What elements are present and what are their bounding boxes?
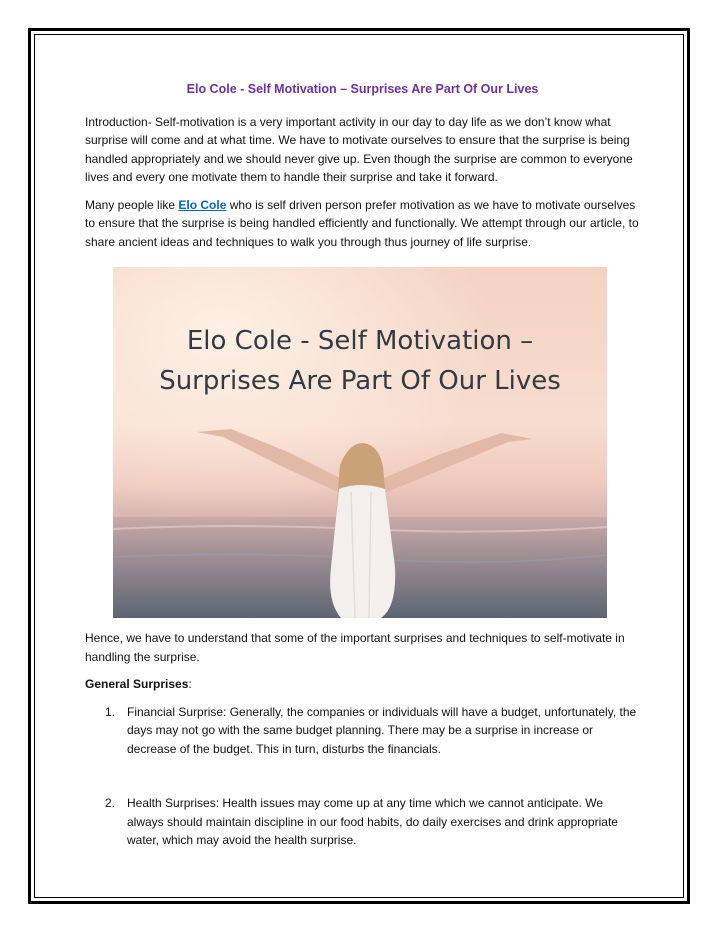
list-item [85, 794, 640, 850]
para2-text-after: who is self driven person prefer motivation as we have to motivate ourselves to ensure that the surprise is being handled efficiently and functionally. We attempt through our article, to share ancient ideas and techniques to walk you through thus journey of life surprise. [85, 197, 639, 249]
list-number: 2. [105, 796, 116, 810]
hero-illustration [113, 267, 607, 618]
section-heading-colon: : [188, 677, 192, 691]
list-item [85, 703, 640, 759]
list-number: 1. [105, 704, 116, 719]
second-paragraph [85, 196, 640, 252]
list-item-text: Health Surprises: Health issues may come up at any time which we cannot anticipate. We always should maintain discipline in our food habits, do daily exercises and drink appropriate water, which may avoid the health surprise. [127, 796, 618, 847]
document-body [85, 80, 640, 260]
third-paragraph: Hence, we have to understand that some of the important surprises and techniques to self-motivate in handling the surprise. [85, 631, 625, 664]
document-title: Elo Cole - Self Motivation – Surprises Are Part Of Our Lives [186, 82, 539, 96]
section-heading-line [85, 675, 640, 694]
section-heading: General Surprises [85, 677, 189, 691]
hero-image [113, 267, 607, 618]
elo-cole-link[interactable]: Elo Cole [178, 197, 227, 212]
hero-title-line-2: Surprises Are Part Of Our Lives [159, 366, 561, 396]
list-item-text: Financial Surprise: Generally, the companies or individuals will have a budget, unfortunately, the days may not go with the same budget planning. There may be a surprise in increase or decrease of the budget. This in turn, disturbs the financials. [127, 704, 637, 756]
surprises-list [85, 703, 640, 850]
hero-title-overlay [113, 321, 607, 401]
para2-text-before: Many people like [85, 197, 179, 212]
hero-title-line-1: Elo Cole - Self Motivation – [186, 326, 534, 356]
intro-paragraph: Introduction- Self-motivation is a very important activity in our day to day life as we don’t know what surprise will come and at what time. We have to motivate ourselves to ensure that the surprise is being handled appropriately and we should never give up. Even though the surprise are common to everyone lives and every one motivate them to handle their surprise and take it forward. [85, 114, 633, 184]
document-lower-section [85, 629, 640, 886]
